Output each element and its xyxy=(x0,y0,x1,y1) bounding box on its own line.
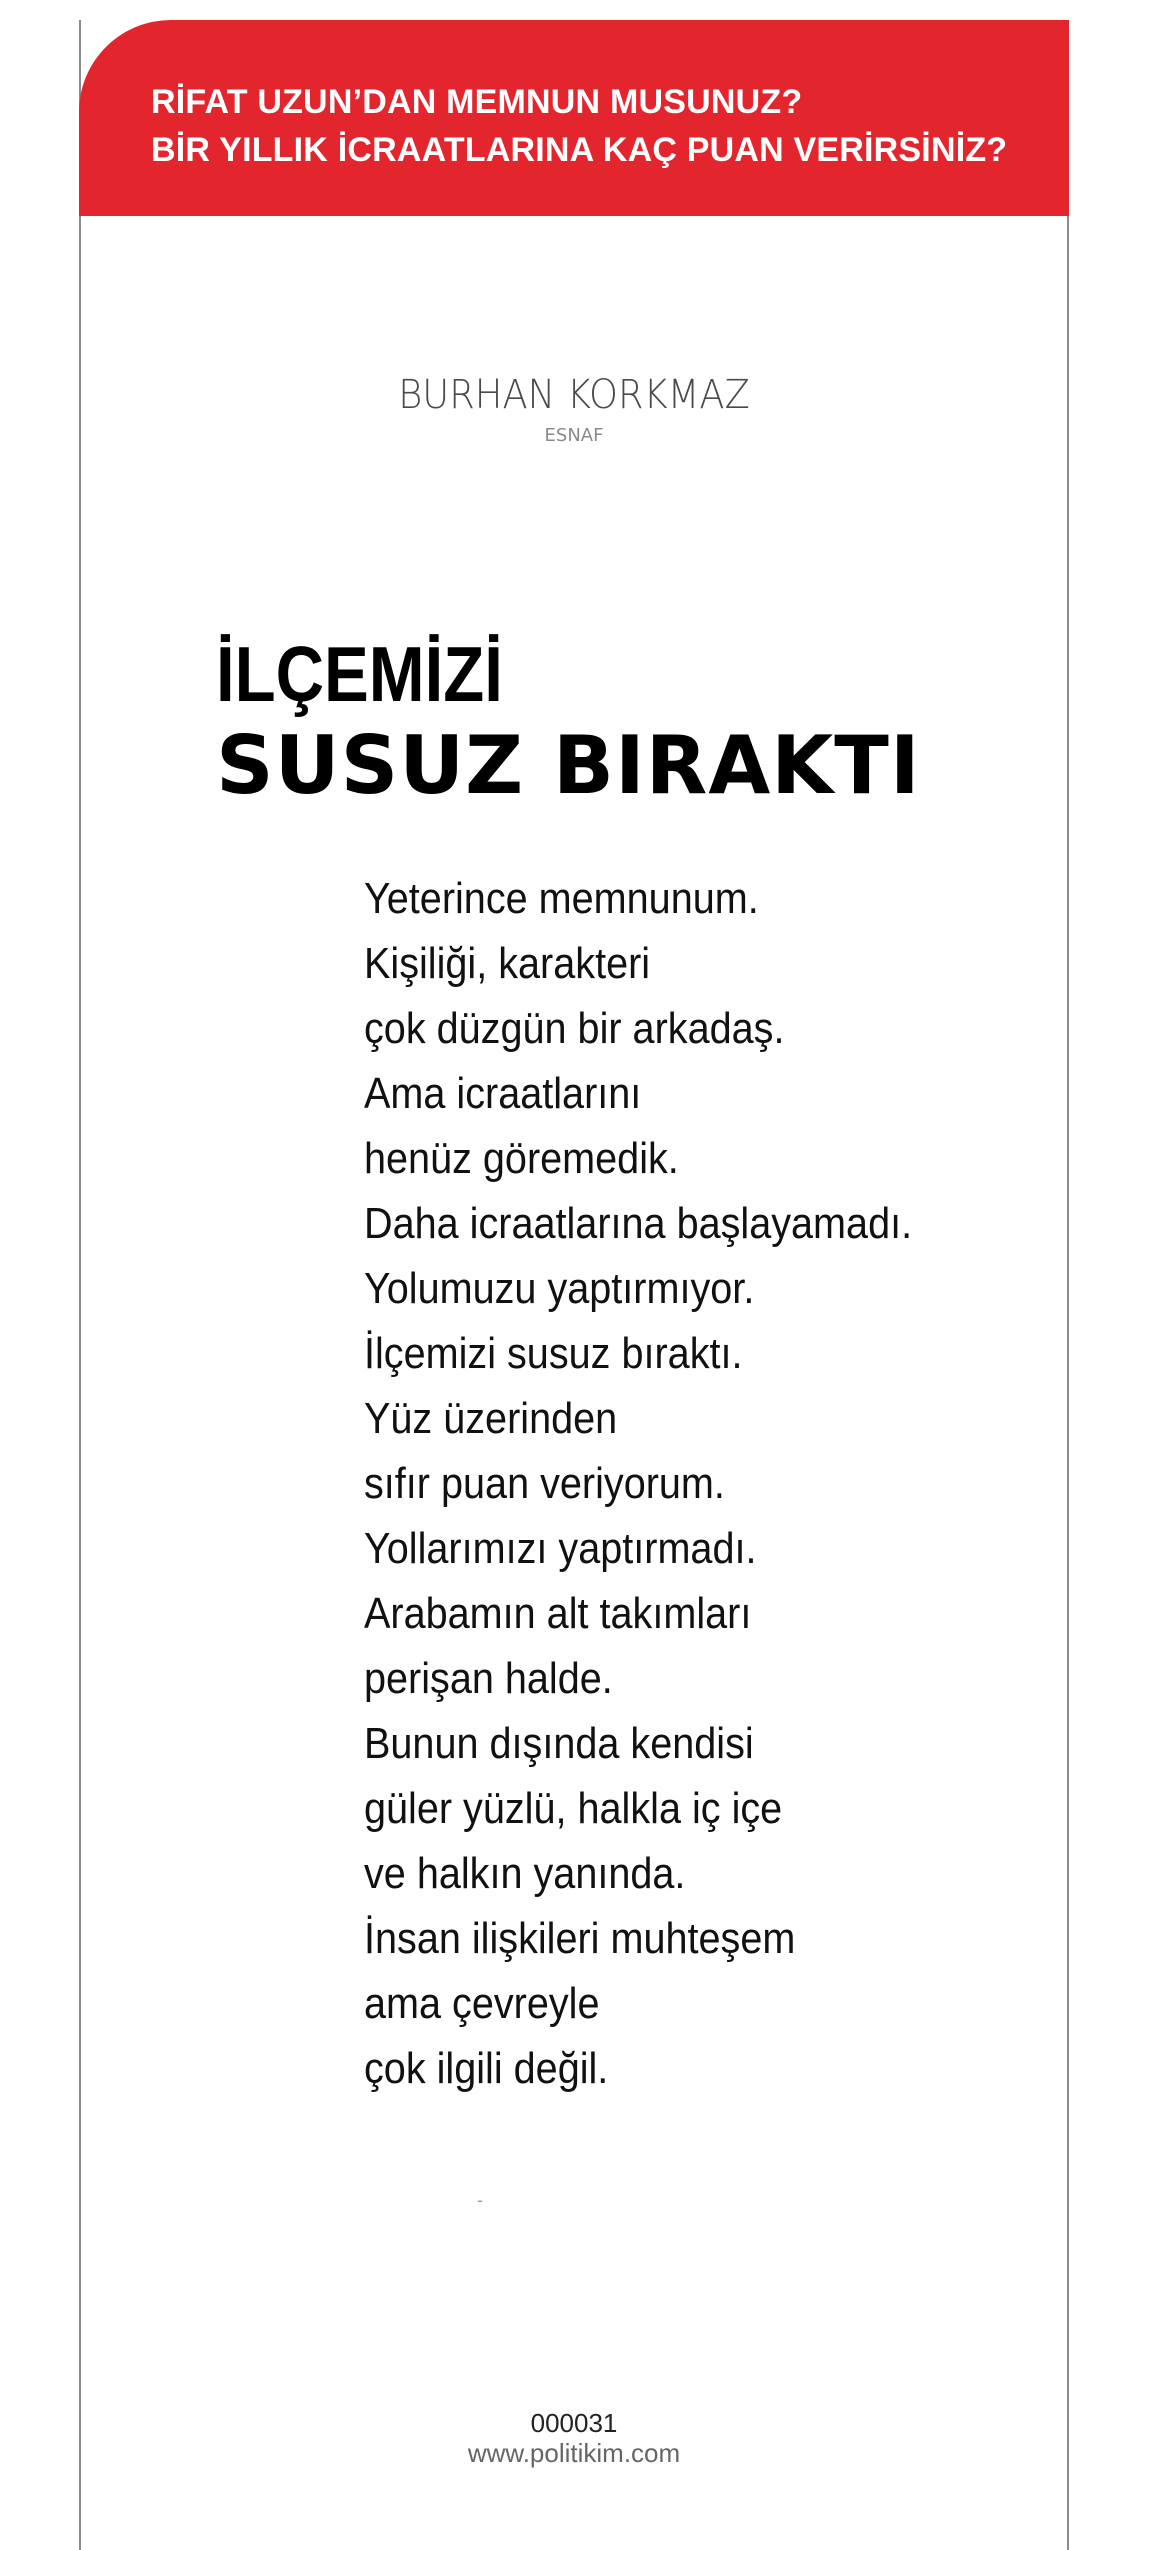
interviewee-name: BURHAN KORKMAZ xyxy=(398,372,750,418)
headline xyxy=(216,630,921,814)
headline-line-1: İLÇEMİZİ xyxy=(216,630,503,718)
quote-line: çok düzgün bir arkadaş. xyxy=(364,1004,785,1053)
quote-line: Daha icraatlarına başlayamadı. xyxy=(364,1199,913,1248)
quote-line: Bunun dışında kendisi xyxy=(364,1719,754,1768)
quote-line: İlçemizi susuz bıraktı. xyxy=(364,1329,743,1378)
quote-line: henüz göremedik. xyxy=(364,1134,679,1183)
quote-line: çok ilgili değil. xyxy=(364,2044,609,2093)
quote-text xyxy=(364,866,973,2101)
banner-question-1: RİFAT UZUN’DAN MEMNUN MUSUNUZ? xyxy=(151,83,803,121)
banner-question-2: BİR YILLIK İCRAATLARINA KAÇ PUAN VERİRSİNİZ? xyxy=(151,131,1008,169)
quote-line: Yollarımızı yaptırmadı. xyxy=(364,1524,757,1573)
quote-line: ama çevreyle xyxy=(364,1979,600,2028)
quote-line: Yeterince memnunum. xyxy=(364,874,759,923)
quote-line: ve halkın yanında. xyxy=(364,1849,686,1898)
quote-line: güler yüzlü, halkla iç içe xyxy=(364,1784,783,1833)
quote-line: perişan halde. xyxy=(364,1654,613,1703)
quote-line: Ama icraatlarını xyxy=(364,1069,642,1118)
quote-line: sıfır puan veriyorum. xyxy=(364,1459,725,1508)
headline-line-2: SUSUZ BIRAKTI xyxy=(216,719,921,812)
quote-line: İnsan ilişkileri muhteşem xyxy=(364,1914,796,1963)
separator-dash: - xyxy=(477,2190,483,2210)
quote-line: Yüz üzerinden xyxy=(364,1394,618,1443)
quote-line: Yolumuzu yaptırmıyor. xyxy=(364,1264,755,1313)
footer xyxy=(79,2408,1069,2468)
website-link[interactable]: www.politikim.com xyxy=(467,2438,681,2468)
interviewee-role: ESNAF xyxy=(544,425,604,446)
quote-line: Kişiliği, karakteri xyxy=(364,939,651,988)
interviewee xyxy=(79,370,1069,450)
quote-line: Arabamın alt takımları xyxy=(364,1589,752,1638)
page-code: 000031 xyxy=(530,2408,618,2438)
header-banner xyxy=(79,20,1069,216)
